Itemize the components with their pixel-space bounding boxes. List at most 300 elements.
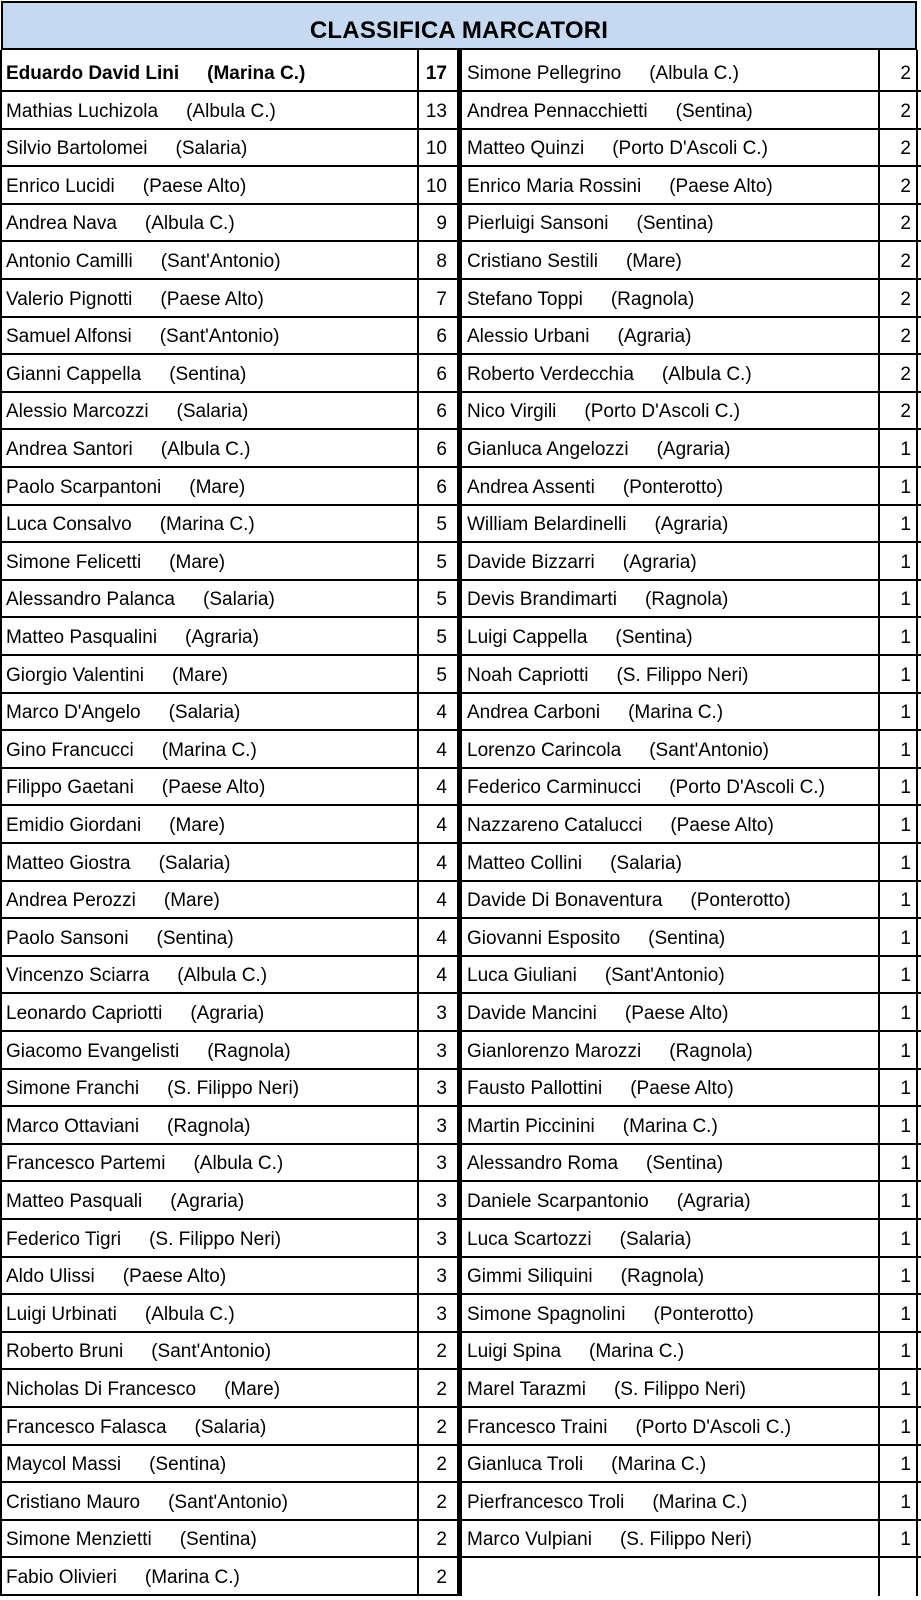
goals-count: 4 bbox=[436, 815, 447, 836]
goals-count: 3 bbox=[436, 1078, 447, 1100]
goals-count: 1 bbox=[900, 1191, 911, 1212]
team-name: (Marina C.) bbox=[161, 739, 257, 761]
player-cell bbox=[1, 468, 417, 504]
goals-count: 1 bbox=[900, 1003, 911, 1024]
goals-count: 1 bbox=[900, 702, 911, 724]
player-name: Fabio Olivieri bbox=[6, 1567, 117, 1588]
table-row bbox=[462, 693, 921, 731]
goals-count: 1 bbox=[900, 1341, 911, 1363]
player-name: Paolo Scarpantoni bbox=[6, 476, 162, 498]
team-name: (Sant'Antonio) bbox=[151, 1341, 272, 1363]
table-row bbox=[1, 1107, 457, 1145]
table-row bbox=[1, 1069, 457, 1107]
player-name: Antonio Camilli bbox=[6, 251, 133, 272]
table-row bbox=[462, 468, 921, 506]
player-cell bbox=[1, 1445, 417, 1481]
goals-count: 2 bbox=[900, 63, 911, 84]
table-row bbox=[462, 1520, 921, 1558]
table-row bbox=[462, 844, 921, 882]
player-name: Paolo Sansoni bbox=[6, 927, 129, 949]
goals-count: 4 bbox=[436, 739, 447, 761]
player-name: Daniele Scarpantonio bbox=[467, 1191, 649, 1212]
goals-count: 1 bbox=[900, 890, 911, 912]
player-cell bbox=[1, 129, 417, 165]
team-name: (Sant'Antonio) bbox=[168, 1491, 288, 1513]
team-name: (Agraria) bbox=[185, 627, 259, 648]
player-cell bbox=[462, 317, 878, 353]
goals-count: 5 bbox=[436, 551, 447, 573]
player-name: Gianluca Angelozzi bbox=[467, 439, 629, 460]
table-row bbox=[1, 1332, 457, 1370]
table-row bbox=[462, 656, 921, 694]
team-name: (Salaria) bbox=[158, 852, 231, 874]
table-row bbox=[1, 1295, 457, 1333]
goals-count: 4 bbox=[436, 852, 447, 874]
player-cell bbox=[1, 1069, 417, 1105]
player-cell bbox=[462, 204, 878, 240]
player-name: Marco Ottaviani bbox=[6, 1115, 140, 1137]
player-name: Luigi Urbinati bbox=[6, 1303, 117, 1325]
team-name: (Ponterotto) bbox=[622, 476, 724, 498]
team-name: (S. Filippo Neri) bbox=[619, 1529, 752, 1551]
goals-count: 2 bbox=[900, 326, 911, 348]
team-name: (Ragnola) bbox=[620, 1266, 705, 1288]
player-cell bbox=[1, 1370, 417, 1406]
goals-count: 1 bbox=[900, 1491, 911, 1513]
table-row bbox=[462, 204, 921, 242]
player-name: Nicholas Di Francesco bbox=[6, 1379, 197, 1400]
player-name: Giorgio Valentini bbox=[6, 664, 145, 686]
goals-count: 1 bbox=[900, 927, 911, 949]
player-cell bbox=[462, 505, 878, 541]
player-cell bbox=[462, 1520, 878, 1556]
team-name: (Sant'Antonio) bbox=[649, 739, 770, 761]
player-cell bbox=[462, 1295, 878, 1331]
player-cell bbox=[462, 1370, 878, 1406]
player-name: Roberto Bruni bbox=[6, 1341, 124, 1363]
player-name: Cristiano Mauro bbox=[6, 1491, 141, 1513]
table-row bbox=[1, 806, 457, 844]
player-cell bbox=[1, 430, 417, 466]
player-name: Giovanni Esposito bbox=[467, 927, 621, 949]
player-name: Devis Brandimarti bbox=[467, 589, 617, 611]
goals-count: 1 bbox=[900, 965, 911, 987]
team-name: (Albula C.) bbox=[193, 1153, 284, 1175]
player-name: Alessandro Palanca bbox=[6, 589, 175, 611]
table-row bbox=[1, 1144, 457, 1182]
table-row bbox=[462, 1445, 921, 1483]
player-name: Luca Giuliani bbox=[467, 965, 577, 987]
player-cell bbox=[1, 731, 417, 767]
team-name: (Paese Alto) bbox=[160, 288, 264, 310]
table-row bbox=[462, 768, 921, 806]
table-row bbox=[1, 242, 457, 280]
goals-count: 3 bbox=[436, 1228, 447, 1250]
goals-count: 2 bbox=[436, 1454, 447, 1476]
table-row bbox=[462, 956, 921, 994]
player-name: Leonardo Capriotti bbox=[6, 1003, 163, 1024]
table-row bbox=[462, 280, 921, 318]
player-name: Federico Tigri bbox=[6, 1228, 122, 1250]
team-name: (Agraria) bbox=[170, 1191, 245, 1212]
goals-count: 1 bbox=[900, 1303, 911, 1325]
team-name: (Marina C.) bbox=[622, 1115, 718, 1137]
goals-count: 1 bbox=[900, 551, 911, 573]
player-cell bbox=[462, 919, 878, 955]
goals-count: 1 bbox=[900, 514, 911, 536]
player-cell bbox=[462, 355, 878, 391]
table-row bbox=[1, 430, 457, 468]
table-row bbox=[1, 956, 457, 994]
team-name: (Albula C.) bbox=[144, 213, 235, 235]
player-name: Maycol Massi bbox=[6, 1454, 122, 1476]
goals-count: 3 bbox=[436, 1153, 447, 1175]
player-name: Pierfrancesco Troli bbox=[467, 1491, 625, 1513]
player-name: Andrea Assenti bbox=[467, 476, 595, 498]
goals-count: 5 bbox=[436, 627, 447, 648]
goals-count: 1 bbox=[900, 852, 911, 874]
team-name: (Mare) bbox=[172, 664, 228, 686]
table-row bbox=[462, 994, 921, 1032]
table-row bbox=[1, 1257, 457, 1295]
team-name: (Sentina) bbox=[179, 1529, 257, 1551]
team-name: (Marina C.) bbox=[159, 514, 255, 536]
goals-count: 1 bbox=[900, 1153, 911, 1175]
table-row bbox=[1, 994, 457, 1032]
grid-line bbox=[417, 50, 419, 1596]
player-name: Alessio Marcozzi bbox=[6, 401, 149, 423]
goals-count: 4 bbox=[436, 702, 447, 724]
table-row bbox=[462, 1220, 921, 1258]
player-cell bbox=[1, 543, 417, 579]
team-name: (Marina C.) bbox=[611, 1454, 707, 1476]
team-name: (Ragnola) bbox=[610, 288, 695, 310]
table-row bbox=[462, 1483, 921, 1521]
player-name: Davide Mancini bbox=[467, 1003, 597, 1024]
team-name: (Agraria) bbox=[622, 551, 697, 573]
team-name: (Sentina) bbox=[675, 100, 753, 122]
player-name: Cristiano Sestili bbox=[467, 251, 598, 272]
player-name: Gianlorenzo Marozzi bbox=[467, 1040, 642, 1062]
player-name: Gino Francucci bbox=[6, 739, 134, 761]
player-name: Luigi Spina bbox=[467, 1341, 562, 1363]
team-name: (Sentina) bbox=[149, 1454, 227, 1476]
grid-line bbox=[916, 50, 918, 1596]
table-row bbox=[1, 656, 457, 694]
player-cell bbox=[1, 1520, 417, 1556]
player-cell bbox=[462, 392, 878, 428]
table-row bbox=[1, 1220, 457, 1258]
team-name: (Paese Alto) bbox=[624, 1003, 729, 1024]
goals-count: 2 bbox=[900, 363, 911, 385]
goals-count: 9 bbox=[436, 213, 447, 235]
goals-count: 1 bbox=[900, 664, 911, 686]
goals-count: 3 bbox=[436, 1303, 447, 1325]
player-cell bbox=[1, 1483, 417, 1519]
player-cell bbox=[462, 1032, 878, 1068]
team-name: (Mare) bbox=[169, 815, 226, 836]
player-cell bbox=[462, 768, 878, 804]
goals-count: 1 bbox=[900, 1266, 911, 1288]
player-name: Andrea Perozzi bbox=[6, 890, 136, 912]
table-row bbox=[462, 1107, 921, 1145]
table-row bbox=[1, 768, 457, 806]
table-row bbox=[1, 317, 457, 355]
goals-count: 1 bbox=[900, 1529, 911, 1551]
goals-count: 5 bbox=[436, 589, 447, 611]
player-cell bbox=[1, 956, 417, 992]
team-name: (Porto D'Ascoli C.) bbox=[669, 777, 825, 799]
player-cell bbox=[462, 1182, 878, 1218]
player-cell bbox=[1, 355, 417, 391]
table-title: CLASSIFICA MARCATORI bbox=[1, 1, 917, 50]
table-row bbox=[462, 806, 921, 844]
team-name: (Salaria) bbox=[175, 138, 248, 160]
player-name: Alessandro Roma bbox=[467, 1153, 619, 1175]
team-name: (Ragnola) bbox=[167, 1115, 251, 1137]
team-name: (Agraria) bbox=[656, 439, 731, 460]
table-row bbox=[462, 1257, 921, 1295]
player-cell bbox=[462, 1144, 878, 1180]
player-cell bbox=[1, 1558, 417, 1594]
team-name: (Albula C.) bbox=[649, 63, 739, 84]
player-cell bbox=[462, 1069, 878, 1105]
table-row bbox=[1, 1182, 457, 1220]
goals-count: 2 bbox=[900, 138, 911, 160]
player-cell bbox=[462, 1257, 878, 1293]
team-name: (Agraria) bbox=[190, 1003, 265, 1024]
team-name: (Albula C.) bbox=[177, 965, 268, 987]
player-name: Andrea Santori bbox=[6, 439, 133, 460]
team-name: (Albula C.) bbox=[160, 439, 251, 460]
player-name: Marel Tarazmi bbox=[467, 1379, 586, 1400]
team-name: (Sentina) bbox=[169, 363, 247, 385]
player-name: Aldo Ulissi bbox=[6, 1266, 95, 1288]
goals-count: 3 bbox=[436, 1115, 447, 1137]
player-cell bbox=[1, 693, 417, 729]
table-row bbox=[1, 844, 457, 882]
team-name: (Salaria) bbox=[619, 1228, 692, 1250]
goals-count: 8 bbox=[436, 251, 447, 272]
player-name: Marco D'Angelo bbox=[6, 702, 141, 724]
table-row bbox=[1, 204, 457, 242]
player-cell bbox=[462, 167, 878, 203]
table-row bbox=[1, 167, 457, 205]
goals-count: 4 bbox=[436, 890, 447, 912]
table-row bbox=[462, 129, 921, 167]
table-row bbox=[1, 129, 457, 167]
table-row bbox=[1, 505, 457, 543]
player-name: Mathias Luchizola bbox=[6, 100, 159, 122]
player-cell bbox=[462, 994, 878, 1030]
table-row bbox=[1, 1370, 457, 1408]
team-name: (Ragnola) bbox=[207, 1040, 291, 1062]
goals-count: 3 bbox=[436, 1191, 447, 1212]
goals-count: 6 bbox=[436, 326, 447, 348]
table-row bbox=[1, 1445, 457, 1483]
goals-count: 7 bbox=[436, 288, 447, 310]
player-name: Simone Spagnolini bbox=[467, 1303, 626, 1325]
player-cell bbox=[1, 1220, 417, 1256]
team-name: (Sentina) bbox=[636, 213, 714, 235]
player-name: Emidio Giordani bbox=[6, 815, 142, 836]
table-row bbox=[462, 1069, 921, 1107]
table-row bbox=[462, 92, 921, 130]
player-cell bbox=[1, 392, 417, 428]
goals-count: 1 bbox=[900, 1454, 911, 1476]
team-name: (Sant'Antonio) bbox=[160, 251, 281, 272]
player-cell bbox=[1, 167, 417, 203]
goals-count: 17 bbox=[425, 63, 447, 84]
player-cell bbox=[462, 618, 878, 654]
table-row bbox=[1, 919, 457, 957]
player-cell bbox=[1, 1408, 417, 1444]
table-row bbox=[462, 355, 921, 393]
table-row bbox=[1, 618, 457, 656]
player-name: Filippo Gaetani bbox=[6, 777, 134, 799]
team-name: (Paese Alto) bbox=[630, 1078, 734, 1100]
team-name: (Paese Alto) bbox=[161, 777, 266, 799]
table-row bbox=[1, 1558, 457, 1596]
player-cell bbox=[462, 129, 878, 165]
team-name: (Paese Alto) bbox=[142, 175, 247, 197]
team-name: (Sant'Antonio) bbox=[159, 326, 280, 348]
grid-line bbox=[878, 50, 880, 1596]
player-cell bbox=[1, 242, 417, 278]
player-cell bbox=[1, 768, 417, 804]
team-name: (Salaria) bbox=[610, 852, 682, 874]
player-cell bbox=[462, 656, 878, 692]
team-name: (Salaria) bbox=[203, 589, 275, 611]
goals-count: 1 bbox=[900, 1040, 911, 1062]
table-row bbox=[462, 1408, 921, 1446]
player-name: Luca Consalvo bbox=[6, 514, 132, 536]
team-name: (S. Filippo Neri) bbox=[616, 664, 749, 686]
player-cell bbox=[462, 844, 878, 880]
player-name: Francesco Traini bbox=[467, 1416, 608, 1438]
player-name: Pierluigi Sansoni bbox=[467, 213, 609, 235]
player-cell bbox=[462, 543, 878, 579]
player-name: Francesco Falasca bbox=[6, 1416, 167, 1438]
table-row bbox=[1, 693, 457, 731]
goals-count: 10 bbox=[425, 175, 447, 197]
goals-count: 1 bbox=[900, 739, 911, 761]
team-name: (Sentina) bbox=[615, 627, 693, 648]
team-name: (Sentina) bbox=[646, 1153, 724, 1175]
player-cell bbox=[462, 580, 878, 616]
team-name: (Sentina) bbox=[156, 927, 234, 949]
player-name: Luigi Cappella bbox=[467, 627, 588, 648]
player-cell bbox=[1, 656, 417, 692]
player-cell bbox=[462, 92, 878, 128]
team-name: (Sant'Antonio) bbox=[604, 965, 725, 987]
goals-count: 4 bbox=[436, 927, 447, 949]
goals-count: 6 bbox=[436, 363, 447, 385]
team-name: (Marina C.) bbox=[589, 1341, 685, 1363]
table-row bbox=[462, 618, 921, 656]
player-name: Simone Pellegrino bbox=[467, 63, 622, 84]
goals-count: 2 bbox=[436, 1379, 447, 1400]
player-cell bbox=[1, 280, 417, 316]
table-row bbox=[462, 1032, 921, 1070]
player-name: Matteo Collini bbox=[467, 852, 583, 874]
team-name: (Ponterotto) bbox=[653, 1303, 754, 1325]
player-name: Davide Bizzarri bbox=[467, 551, 595, 573]
grid-line bbox=[0, 50, 2, 1596]
team-name: (Mare) bbox=[169, 551, 226, 573]
player-name: Valerio Pignotti bbox=[6, 288, 133, 310]
goals-count: 4 bbox=[436, 965, 447, 987]
goals-count: 1 bbox=[900, 627, 911, 648]
player-cell bbox=[1, 505, 417, 541]
player-name: Martin Piccinini bbox=[467, 1115, 595, 1137]
table-row bbox=[462, 1332, 921, 1370]
player-name: Andrea Nava bbox=[6, 213, 117, 235]
table-row bbox=[1, 543, 457, 581]
goals-count: 1 bbox=[900, 1115, 911, 1137]
table-row bbox=[462, 1144, 921, 1182]
goals-count: 1 bbox=[900, 777, 911, 799]
goals-count: 1 bbox=[900, 589, 911, 611]
goals-count: 2 bbox=[436, 1416, 447, 1438]
player-cell bbox=[462, 881, 878, 917]
team-name: (Porto D'Ascoli C.) bbox=[635, 1416, 792, 1438]
player-cell bbox=[1, 317, 417, 353]
goals-count: 2 bbox=[436, 1491, 447, 1513]
goals-count: 5 bbox=[436, 514, 447, 536]
table-row bbox=[462, 1295, 921, 1333]
table-row bbox=[1, 731, 457, 769]
player-cell bbox=[462, 1445, 878, 1481]
player-name: Stefano Toppi bbox=[467, 288, 583, 310]
player-name: Vincenzo Sciarra bbox=[6, 965, 150, 987]
player-cell bbox=[462, 430, 878, 466]
goals-count: 2 bbox=[900, 175, 911, 197]
player-cell bbox=[462, 468, 878, 504]
player-cell bbox=[462, 956, 878, 992]
team-name: (Porto D'Ascoli C.) bbox=[612, 138, 768, 160]
goals-count: 2 bbox=[900, 213, 911, 235]
player-cell bbox=[462, 242, 878, 278]
player-name: Alessio Urbani bbox=[467, 326, 590, 348]
team-name: (Ragnola) bbox=[669, 1040, 753, 1062]
table-row bbox=[1, 881, 457, 919]
goals-count: 6 bbox=[436, 401, 447, 423]
goals-count: 1 bbox=[900, 1416, 911, 1438]
player-name: Nazzareno Catalucci bbox=[467, 815, 643, 836]
table-row bbox=[462, 317, 921, 355]
table-row bbox=[462, 392, 921, 430]
team-name: (Marina C.) bbox=[144, 1567, 240, 1588]
table-row bbox=[462, 1182, 921, 1220]
player-name: Simone Felicetti bbox=[6, 551, 142, 573]
table-row bbox=[462, 242, 921, 280]
team-name: (Marina C.) bbox=[652, 1491, 748, 1513]
player-name: Matteo Giostra bbox=[6, 852, 131, 874]
player-name: Andrea Carboni bbox=[467, 702, 601, 724]
player-cell bbox=[462, 693, 878, 729]
table-row bbox=[1, 280, 457, 318]
goals-count: 1 bbox=[900, 439, 911, 460]
player-cell bbox=[1, 844, 417, 880]
player-cell bbox=[1, 618, 417, 654]
table-row bbox=[462, 54, 921, 92]
goals-count: 6 bbox=[436, 439, 447, 460]
table-row bbox=[462, 919, 921, 957]
team-name: (Mare) bbox=[625, 251, 682, 272]
player-cell bbox=[462, 1408, 878, 1444]
player-cell bbox=[1, 1182, 417, 1218]
